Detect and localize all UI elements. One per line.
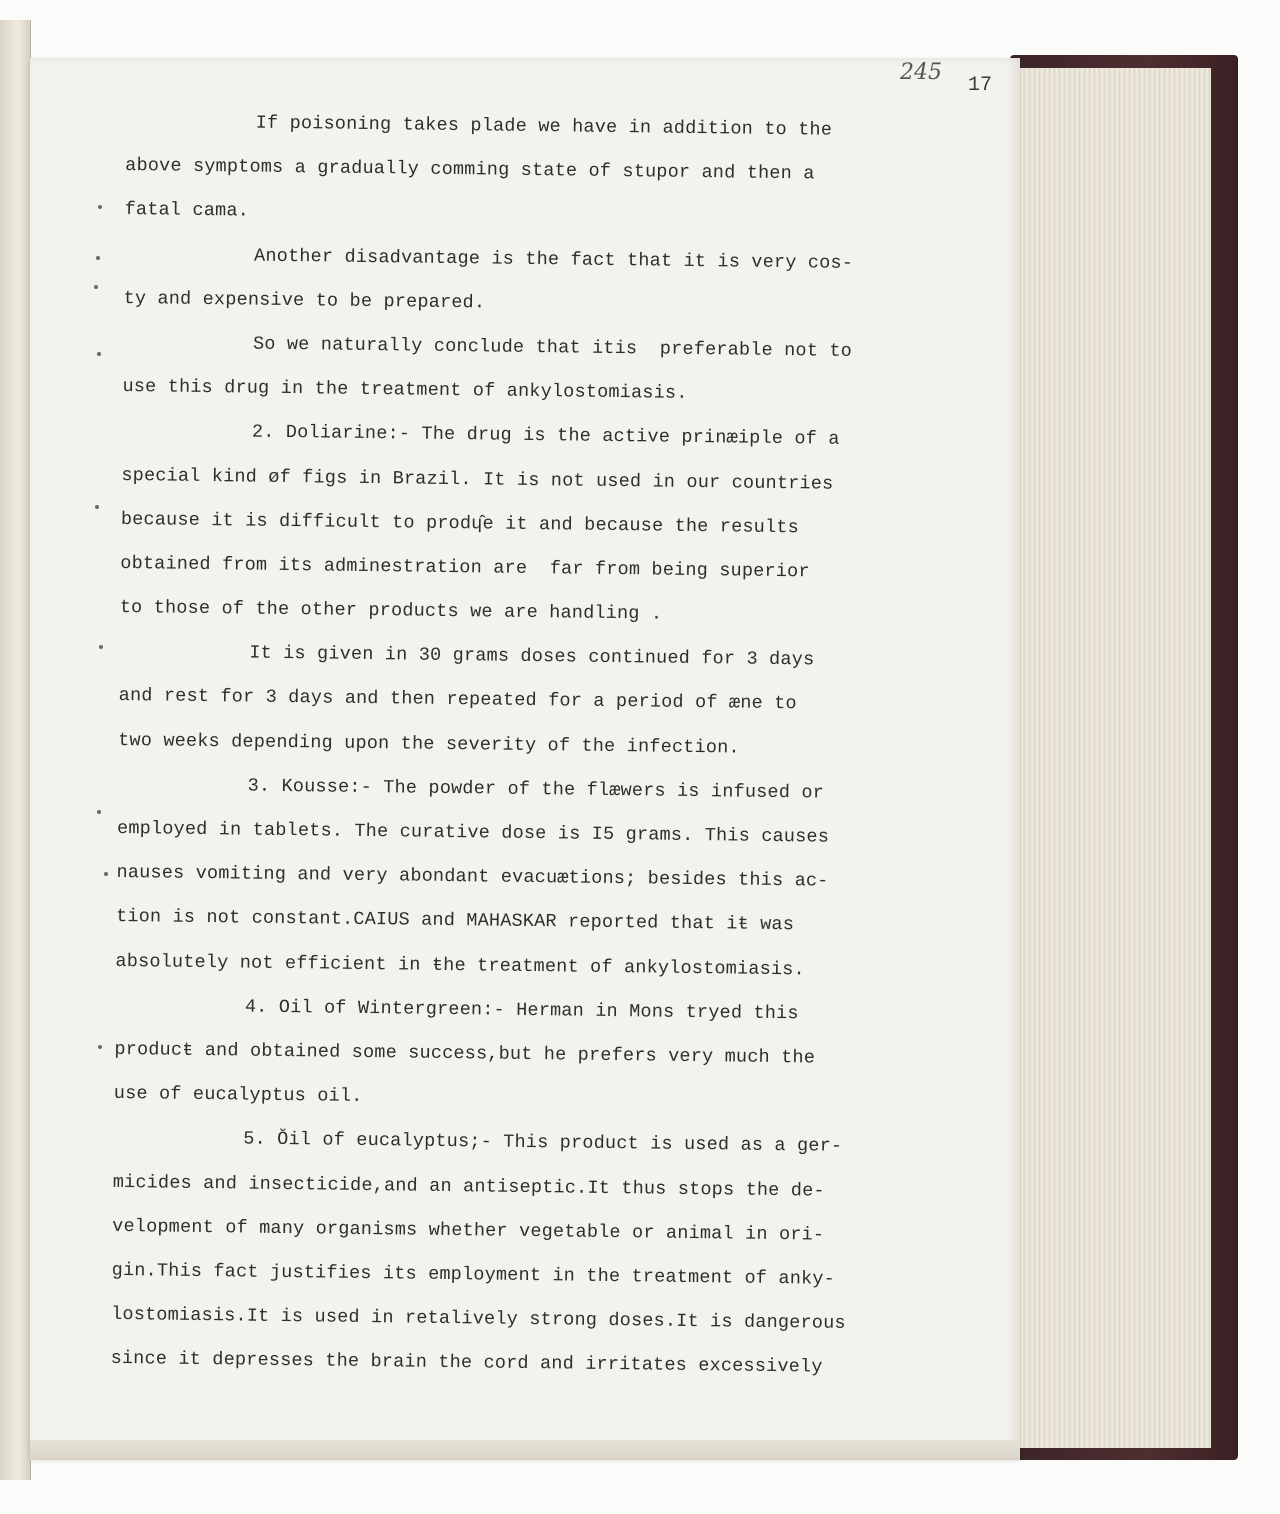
- text-line: It is given in 30 grams doses continued for 3 days: [249, 642, 815, 671]
- text-line: lostomiasis.It is used in retalively strong doses.It is dangerous: [111, 1303, 846, 1334]
- text-line: 3. Kousse:- The powder of the flæwers is infused or: [247, 775, 825, 804]
- text-line: to those of the other products we are handling .: [119, 597, 663, 625]
- typed-text-body: [110, 100, 956, 1391]
- text-line: 5. Ŏil of eucalyptus;- This product is used as a ger-: [243, 1128, 843, 1158]
- typed-page-number: 17: [968, 74, 993, 97]
- text-line: If poisoning takes plade we have in addition to the: [255, 112, 833, 141]
- text-line: 2. Doliarine:- The drug is the active prinæiple of a: [251, 421, 840, 451]
- page-bottom-edge: [30, 1440, 1020, 1460]
- page-stack: [1010, 68, 1211, 1448]
- text-line: micides and insecticide,and an antiseptic.It thus stops the de-: [112, 1171, 825, 1202]
- margin-speck: [95, 505, 99, 509]
- text-line: absolutely not efficient in ŧhe treatment of ankylostomiasis.: [115, 950, 805, 980]
- text-line: employed in tablets. The curative dose is I5 grams. This causes: [116, 817, 830, 848]
- text-line: So we naturally conclude that itis preferable not to: [252, 333, 853, 362]
- text-line: producŧ and obtained some success,but he prefers very much the: [114, 1038, 816, 1069]
- margin-speck: [97, 352, 101, 356]
- handwritten-page-number: 245: [900, 60, 942, 85]
- text-line: two weeks depending upon the severity of the infection.: [118, 729, 740, 759]
- text-line: since it depresses the brain the cord and irritates excessively: [110, 1348, 823, 1378]
- text-line: Another disadvantage is the fact that it is very cos-: [253, 245, 854, 274]
- margin-speck: [98, 1045, 102, 1049]
- margin-speck: [98, 205, 102, 209]
- text-line: because it is difficult to prodɥ̂e it and because the results: [120, 508, 800, 538]
- text-line: special kind øf figs in Brazil. It is not used in our countries: [121, 464, 834, 495]
- margin-speck: [97, 810, 101, 814]
- text-line: use of eucalyptus oil.: [113, 1083, 363, 1108]
- text-line: ty and expensive to be prepared.: [123, 287, 486, 314]
- text-line: obtained from its adminestration are far from being superior: [120, 552, 810, 583]
- text-line: fatal cama.: [124, 199, 250, 222]
- text-line: 4. Oil of Wintergreen:- Herman in Mons tryed this: [244, 996, 799, 1025]
- text-line: tion is not constant.CAIUS and MAHASKAR reported that iŧ was: [115, 906, 795, 936]
- text-line: above symptoms a gradually comming state of stupor and then a: [125, 155, 815, 185]
- margin-speck: [96, 256, 100, 260]
- margin-speck: [104, 872, 108, 876]
- text-line: gin.This fact justifies its employment in the treatment of anky-: [111, 1259, 836, 1290]
- text-line: use this drug in the treatment of ankylostomiasis.: [122, 376, 688, 405]
- margin-speck: [94, 285, 98, 289]
- left-page-edge: [0, 20, 31, 1480]
- margin-speck: [99, 645, 103, 649]
- text-line: velopment of many organisms whether vegetable or animal in ori-: [112, 1215, 825, 1246]
- text-line: and rest for 3 days and then repeated for a period of æne to: [118, 685, 797, 715]
- text-line: nauses vomiting and very abondant evacuætions; besides this ac-: [116, 862, 829, 892]
